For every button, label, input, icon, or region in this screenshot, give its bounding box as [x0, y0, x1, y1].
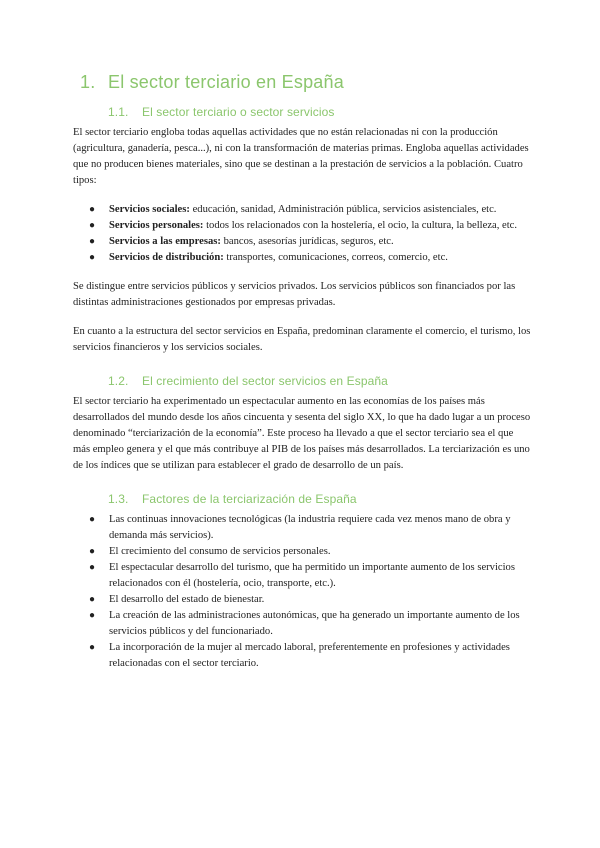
- list-item: ● El espectacular desarrollo del turismo, que ha permitido un importante aumento de los servicios relacionados con él (hostelería, ocio, transporte, etc.).: [89, 562, 515, 589]
- subsection-number: 1.3.: [108, 492, 129, 506]
- subsection-number: 1.1.: [108, 105, 129, 119]
- subsection-heading-1-3: [108, 492, 533, 506]
- bullet-icon: ●: [89, 562, 96, 573]
- bullet-icon: ●: [89, 594, 96, 605]
- document-content: [73, 72, 533, 685]
- list-item: ● Las continuas innovaciones tecnológicas (la industria requiere cada vez menos mano de obra y demanda más servicios).: [89, 514, 511, 541]
- section-heading-1: [80, 72, 533, 93]
- paragraph: En cuanto a la estructura del sector servicios en España, predominan claramente el comercio, el turismo, los servicios financieros y los servicios sociales.: [73, 326, 531, 353]
- bullet-icon: ●: [89, 220, 96, 231]
- subsection-title: El sector terciario o sector servicios: [142, 105, 335, 119]
- paragraph: El sector terciario ha experimentado un espectacular aumento en las economías de los países más desarrollados del mundo desde los años cincuenta y sesenta del siglo XX, lo que ha dado lugar a un proceso denominado “terciarización de la economía”. Este proceso ha llevado a que el sector terciario sea el que más empleo genera y el que más contribuye al PIB de los países más desarrollados. La terciarización es uno de los índices que se utilizan para establecer el grado de desarrollo de un país.: [73, 396, 531, 471]
- list-item: ● Servicios sociales: educación, sanidad, Administración pública, servicios asistenciales, etc.: [73, 202, 533, 218]
- bullet-icon: ●: [89, 204, 96, 215]
- subsection-title: Factores de la terciarización de España: [142, 492, 357, 506]
- list-item: ● Servicios de distribución: transportes, comunicaciones, correos, comercio, etc.: [73, 250, 533, 266]
- bullet-icon: ●: [89, 514, 96, 525]
- list-item: ● Servicios personales: todos los relacionados con la hostelería, el ocio, la cultura, la belleza, etc.: [73, 218, 533, 234]
- paragraph: El sector terciario engloba todas aquellas actividades que no están relacionadas ni con la producción (agricultura, ganadería, pesca...), ni con la transformación de materias primas. Engloba aquellas actividades que no producen bienes materiales, sino que se destinan a la prestación de servicios a la población. Cuatro tipos:: [73, 127, 529, 186]
- subsection-title: El crecimiento del sector servicios en España: [142, 374, 388, 388]
- factors-list: [73, 512, 533, 672]
- list-item: ● La creación de las administraciones autonómicas, que ha generado un importante aumento de los servicios públicos y del funcionariado.: [89, 610, 520, 637]
- list-item: ● La incorporación de la mujer al mercado laboral, preferentemente en profesiones y actividades relacionadas con el sector terciario.: [89, 642, 510, 669]
- bullet-icon: ●: [89, 252, 96, 263]
- bullet-icon: ●: [89, 642, 96, 653]
- subsection-heading-1-1: [108, 105, 533, 119]
- list-item: ● El desarrollo del estado de bienestar.: [73, 592, 533, 608]
- section-number: 1.: [80, 72, 96, 92]
- list-item: ● Servicios a las empresas: bancos, asesorías jurídicas, seguros, etc.: [73, 234, 533, 250]
- subsection-number: 1.2.: [108, 374, 129, 388]
- section-title: El sector terciario en España: [108, 72, 344, 92]
- bullet-icon: ●: [89, 546, 96, 557]
- bullet-icon: ●: [89, 236, 96, 247]
- bullet-icon: ●: [89, 610, 96, 621]
- list-item: ● El crecimiento del consumo de servicios personales.: [73, 544, 533, 560]
- subsection-heading-1-2: [108, 374, 533, 388]
- service-types-list: [73, 202, 533, 266]
- paragraph: Se distingue entre servicios públicos y servicios privados. Los servicios públicos son financiados por las distintas administraciones gestionados por empresas privadas.: [73, 281, 516, 308]
